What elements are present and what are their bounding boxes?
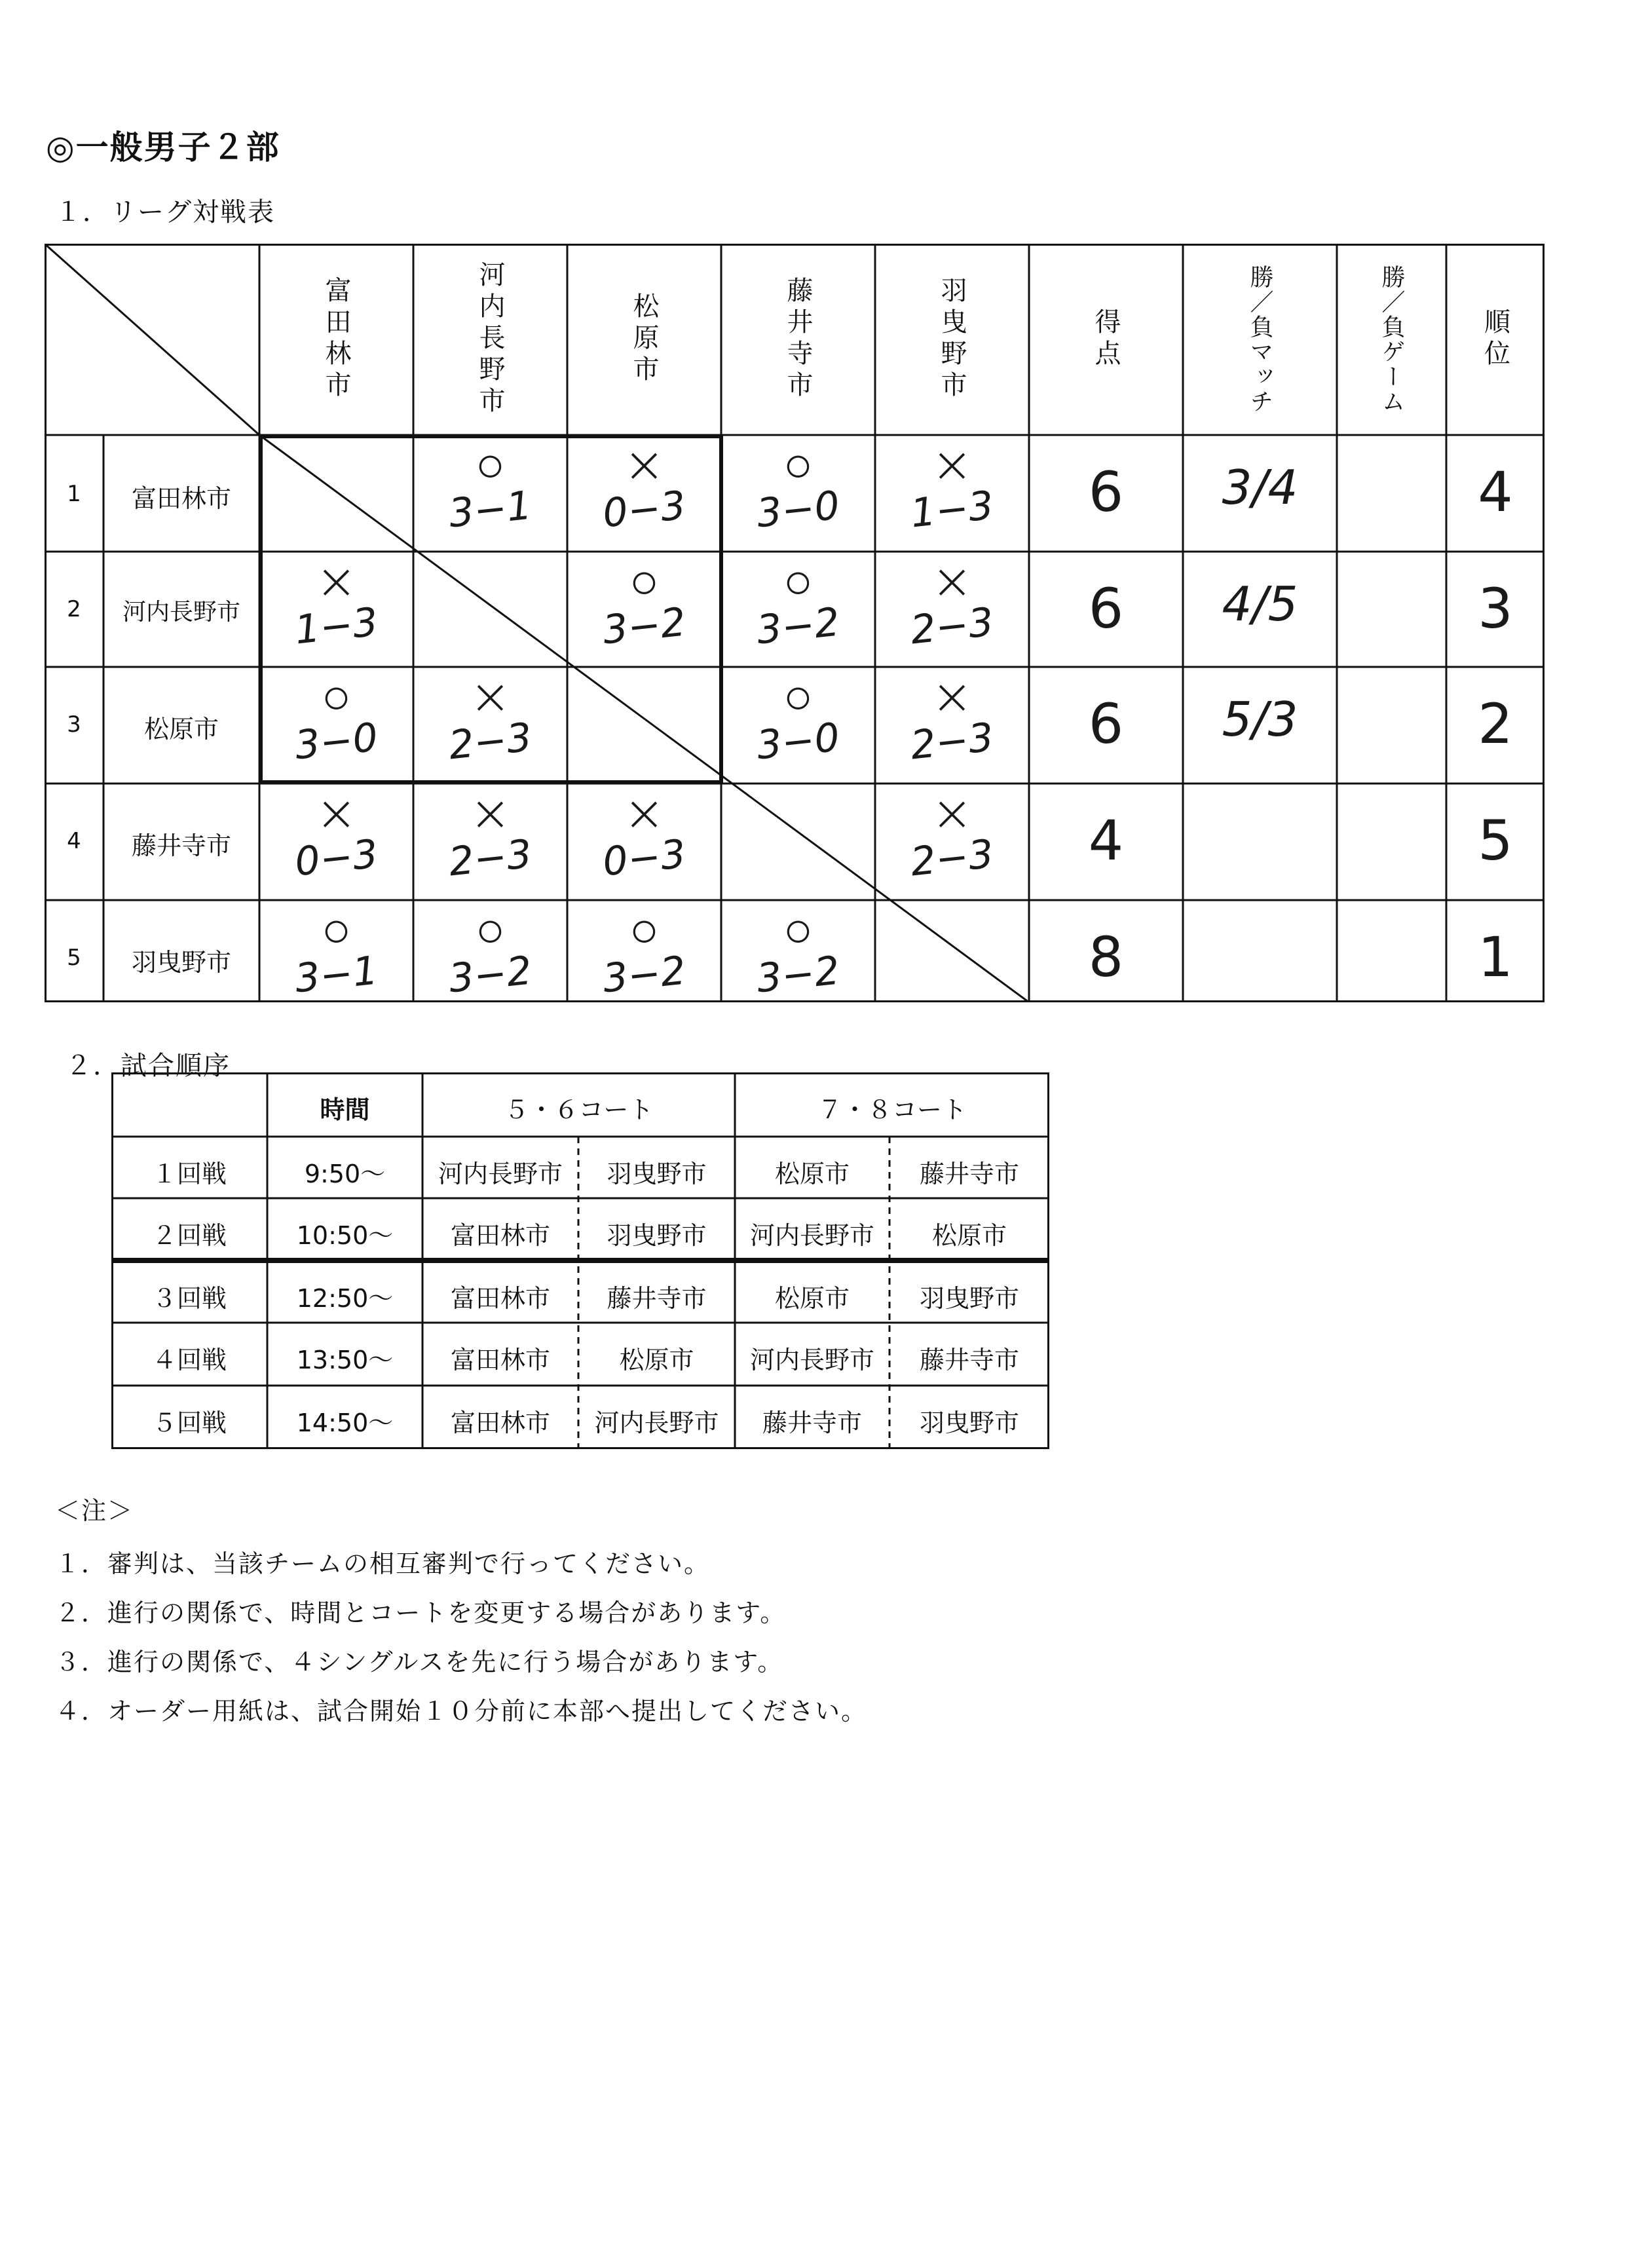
schedule-team: 羽曳野市 xyxy=(919,1284,1019,1313)
result-symbol: ○ xyxy=(475,435,506,493)
result-symbol: ○ xyxy=(321,667,352,725)
schedule-round: ５回戦 xyxy=(151,1408,227,1437)
match-winloss-value: 5/3 xyxy=(1222,692,1298,747)
schedule-table xyxy=(111,1072,1049,1449)
result-score: 3−0 xyxy=(754,714,842,769)
schedule-team: 藤井寺市 xyxy=(919,1346,1019,1374)
result-symbol: × xyxy=(469,667,512,725)
result-score: 0−3 xyxy=(600,831,688,886)
result-symbol: × xyxy=(469,784,512,842)
result-score: 2−3 xyxy=(446,831,534,886)
match-result xyxy=(259,900,413,1002)
note-item: ２．進行の関係で、時間とコートを変更する場合があります。 xyxy=(55,1598,787,1627)
schedule-header-court-78: ７・８コート xyxy=(817,1095,967,1124)
result-symbol: ○ xyxy=(783,435,814,493)
result-score: 2−3 xyxy=(908,599,996,654)
schedule-time: 12:50〜 xyxy=(296,1284,394,1313)
schedule-team: 藤井寺市 xyxy=(762,1408,862,1437)
schedule-team: 河内長野市 xyxy=(594,1408,719,1437)
header-label: 得点 xyxy=(1091,308,1121,371)
page-title: ◎一般男子２部 xyxy=(46,128,280,166)
result-score: 3−2 xyxy=(600,947,688,1002)
schedule-round: ２回戦 xyxy=(151,1221,227,1250)
header-kawachinagano xyxy=(413,244,567,435)
header-label: 富田林市 xyxy=(321,276,351,402)
schedule-time: 9:50〜 xyxy=(304,1160,386,1188)
points-value: 6 xyxy=(1088,460,1124,524)
match-result xyxy=(413,667,567,769)
header-habikino xyxy=(875,244,1029,435)
league-section-heading: １．リーグ対戦表 xyxy=(55,197,275,227)
header-label: 勝／負ゲーム xyxy=(1378,265,1405,414)
result-score: 3−0 xyxy=(754,482,842,537)
result-symbol: ○ xyxy=(629,552,660,610)
schedule-header-time: 時間 xyxy=(320,1095,370,1124)
schedule-header-court-56: ５・６コート xyxy=(504,1095,654,1124)
note-item: １．審判は、当該チームの相互審判で行ってください。 xyxy=(55,1549,711,1578)
schedule-team: 藤井寺市 xyxy=(919,1160,1019,1188)
result-score: 2−3 xyxy=(446,714,534,769)
match-result xyxy=(567,784,721,886)
schedule-team: 藤井寺市 xyxy=(607,1284,707,1313)
header-rank xyxy=(1446,244,1545,435)
rank-value: 4 xyxy=(1478,460,1513,524)
schedule-team: 河内長野市 xyxy=(438,1160,563,1188)
points-value: 6 xyxy=(1088,692,1124,756)
note-item: ３．進行の関係で、４シングルスを先に行う場合があります。 xyxy=(55,1648,784,1676)
result-symbol: × xyxy=(931,667,973,725)
match-result xyxy=(721,667,875,769)
result-symbol: × xyxy=(315,552,358,610)
schedule-team: 松原市 xyxy=(774,1160,850,1188)
schedule-team: 富田林市 xyxy=(450,1221,550,1250)
points-value: 4 xyxy=(1088,808,1124,873)
header-label: 藤井寺市 xyxy=(783,276,813,402)
schedule-round: ４回戦 xyxy=(151,1346,227,1374)
result-symbol: × xyxy=(315,784,358,842)
schedule-section-heading: ２．試合順序 xyxy=(66,1051,231,1081)
header-tondabayashi xyxy=(259,244,413,435)
result-symbol: ○ xyxy=(629,900,660,958)
match-result xyxy=(875,435,1029,537)
match-result xyxy=(567,552,721,654)
rank-value: 3 xyxy=(1478,576,1513,641)
match-result xyxy=(721,900,875,1002)
match-result xyxy=(259,552,413,654)
row-team-name: 河内長野市 xyxy=(122,599,240,626)
schedule-team: 富田林市 xyxy=(450,1284,550,1313)
schedule-team: 松原市 xyxy=(619,1346,694,1374)
header-label: 順位 xyxy=(1480,308,1510,371)
result-score: 1−3 xyxy=(292,599,381,654)
result-score: 3−1 xyxy=(292,947,381,1002)
result-symbol: × xyxy=(623,435,665,493)
match-result xyxy=(413,435,567,537)
rank-value: 5 xyxy=(1478,808,1513,873)
row-number: 1 xyxy=(67,481,81,507)
header-points xyxy=(1029,244,1183,435)
result-score: 3−2 xyxy=(600,599,688,654)
schedule-time: 13:50〜 xyxy=(296,1346,394,1374)
match-winloss-value: 4/5 xyxy=(1222,576,1298,632)
row-number: 5 xyxy=(67,945,81,971)
match-result xyxy=(413,900,567,1002)
result-score: 2−3 xyxy=(908,714,996,769)
schedule-team: 富田林市 xyxy=(450,1408,550,1437)
result-score: 3−1 xyxy=(446,482,534,537)
result-score: 3−2 xyxy=(754,599,842,654)
header-label: 勝／負マッチ xyxy=(1246,265,1273,414)
header-matsubara xyxy=(567,244,721,435)
result-score: 0−3 xyxy=(292,831,381,886)
match-result xyxy=(259,667,413,769)
header-fujiidera xyxy=(721,244,875,435)
header-label: 河内長野市 xyxy=(475,261,505,418)
row-team-name: 松原市 xyxy=(143,715,219,744)
schedule-team: 羽曳野市 xyxy=(607,1160,707,1188)
match-result xyxy=(875,784,1029,886)
match-result xyxy=(875,552,1029,654)
result-symbol: ○ xyxy=(321,900,352,958)
schedule-round: １回戦 xyxy=(151,1160,227,1188)
match-result xyxy=(259,784,413,886)
match-result xyxy=(567,900,721,1002)
schedule-team: 羽曳野市 xyxy=(919,1408,1019,1437)
header-label: 羽曳野市 xyxy=(937,276,967,402)
result-symbol: ○ xyxy=(783,552,814,610)
header-game-winloss xyxy=(1337,244,1446,435)
result-symbol: ○ xyxy=(475,900,506,958)
note-item: ４．オーダー用紙は、試合開始１０分前に本部へ提出してください。 xyxy=(55,1697,868,1726)
row-number: 3 xyxy=(67,711,81,738)
row-team-name: 藤井寺市 xyxy=(131,831,231,860)
result-symbol: ○ xyxy=(783,667,814,725)
result-symbol: × xyxy=(931,552,973,610)
match-result xyxy=(875,667,1029,769)
points-value: 6 xyxy=(1088,576,1124,641)
schedule-team: 河内長野市 xyxy=(749,1221,874,1250)
result-symbol: × xyxy=(931,435,973,493)
result-score: 2−3 xyxy=(908,831,996,886)
notes-heading: ＜注＞ xyxy=(55,1496,134,1525)
result-symbol: ○ xyxy=(783,900,814,958)
result-score: 3−2 xyxy=(446,947,534,1002)
row-team-name: 富田林市 xyxy=(131,484,231,513)
schedule-team: 富田林市 xyxy=(450,1346,550,1374)
schedule-team: 羽曳野市 xyxy=(607,1221,707,1250)
header-match-winloss xyxy=(1183,244,1337,435)
row-number: 2 xyxy=(67,596,81,622)
match-winloss-value: 3/4 xyxy=(1222,460,1298,515)
points-value: 8 xyxy=(1088,925,1124,989)
match-result xyxy=(721,435,875,537)
row-team-name: 羽曳野市 xyxy=(131,948,231,977)
schedule-table-grid xyxy=(111,1072,1049,1449)
notes-section xyxy=(55,1490,867,1740)
match-result xyxy=(413,784,567,886)
result-score: 1−3 xyxy=(908,482,996,537)
schedule-time: 14:50〜 xyxy=(296,1408,394,1437)
result-score: 0−3 xyxy=(600,482,688,537)
match-result xyxy=(567,435,721,537)
schedule-round: ３回戦 xyxy=(151,1284,227,1313)
schedule-team: 松原市 xyxy=(931,1221,1007,1250)
rank-value: 2 xyxy=(1478,692,1513,756)
result-score: 3−2 xyxy=(754,947,842,1002)
league-table xyxy=(45,244,1545,1002)
rank-value: 1 xyxy=(1478,925,1513,989)
result-score: 3−0 xyxy=(292,714,381,769)
result-symbol: × xyxy=(623,784,665,842)
result-symbol: × xyxy=(931,784,973,842)
match-result xyxy=(721,552,875,654)
schedule-time: 10:50〜 xyxy=(296,1221,394,1250)
schedule-team: 松原市 xyxy=(774,1284,850,1313)
schedule-team: 河内長野市 xyxy=(749,1346,874,1374)
row-number: 4 xyxy=(67,828,81,854)
header-label: 松原市 xyxy=(629,292,659,387)
